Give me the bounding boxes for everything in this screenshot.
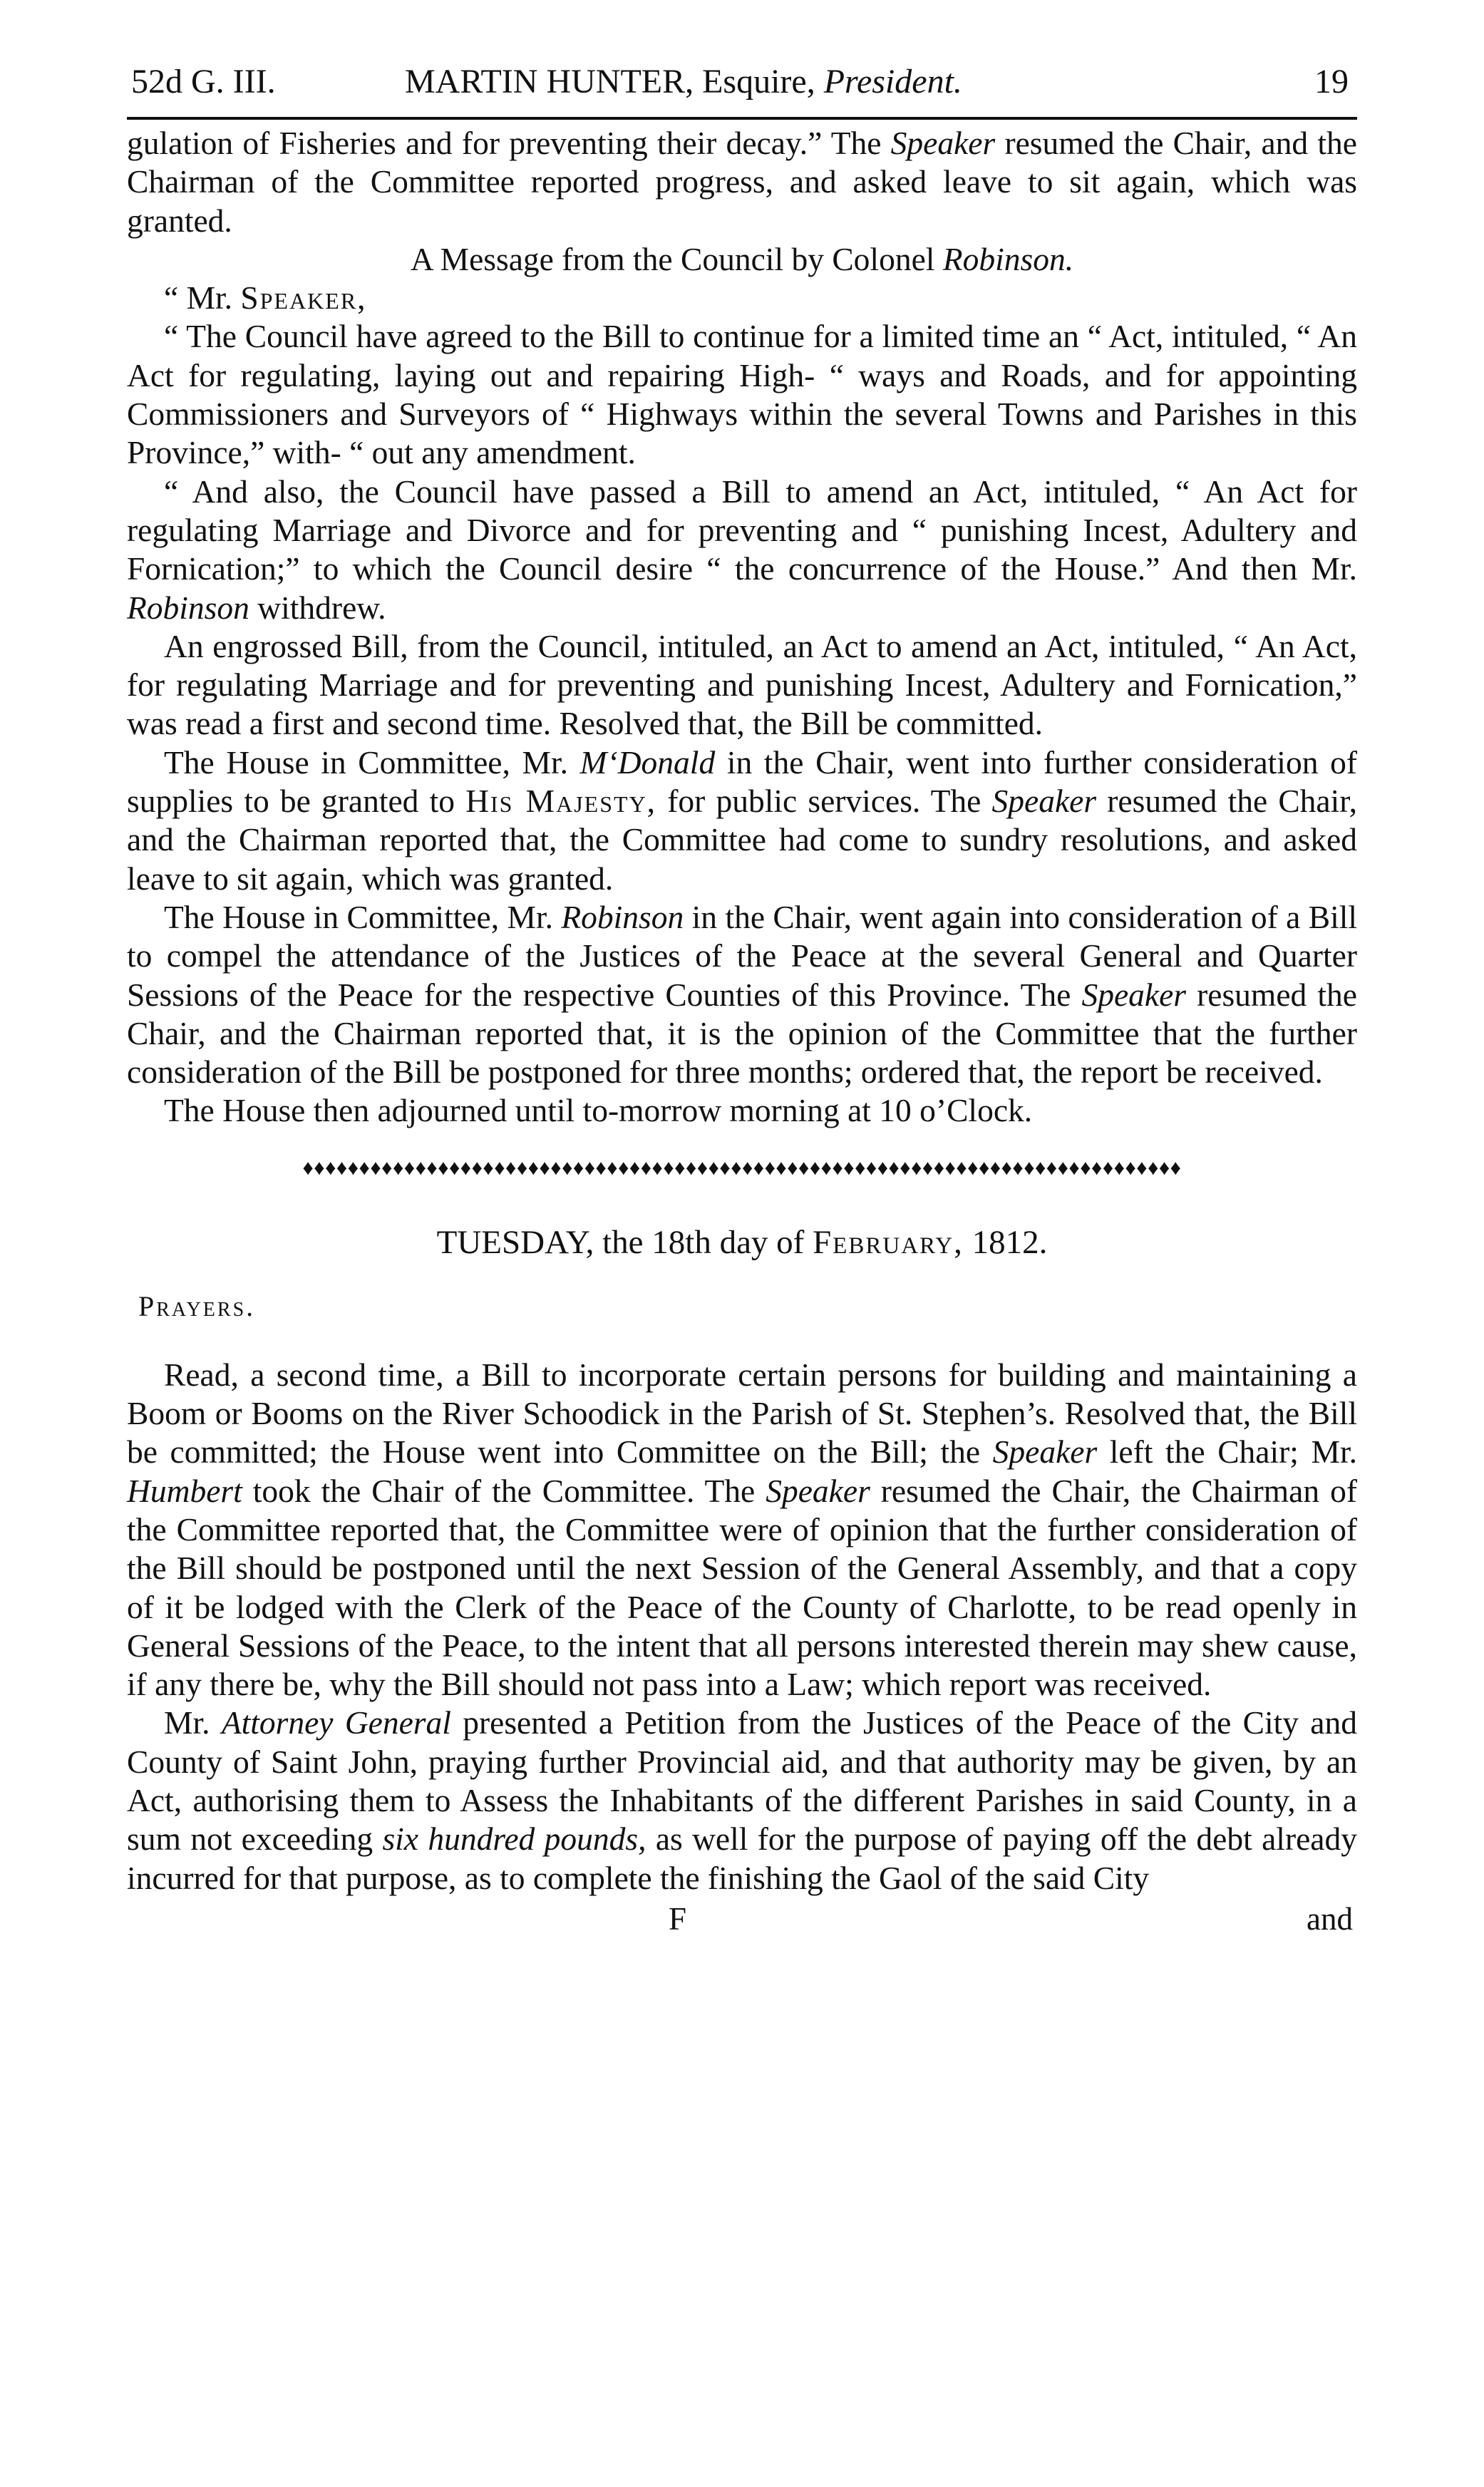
- running-title: [405, 56, 962, 108]
- signature-mark: F: [669, 1900, 687, 1937]
- paragraph-engrossed-bill: An engrossed Bill, from the Council, intituled, an Act to amend an Act, intituled, “ An Act, for regulating Marriage and for preventing and punishing Incest, Adultery and Fornication,” was read a first and second time. Resolved that, the Bill be committed.: [127, 627, 1357, 742]
- document-page: [127, 56, 1357, 1940]
- ornamental-divider: ♦♦♦♦♦♦♦♦♦♦♦♦♦♦♦♦♦♦♦♦♦♦♦♦♦♦♦♦♦♦♦♦♦♦♦♦♦♦♦♦♦♦♦♦♦♦♦♦♦♦♦♦♦♦♦♦♦♦♦♦♦♦♦♦♦♦♦♦♦♦♦♦♦♦♦♦♦♦: [302, 1157, 1182, 1179]
- running-title-name: MARTIN HUNTER, Esquire,: [405, 63, 815, 101]
- paragraph-supplies-committee: The House in Committee, Mr. M‘Donald in the Chair, went into further consideration of supplies to be granted to His Majesty, for public services. The Speaker resumed the Chair, and the Chairman reported that, the Committee had come to sundry resolutions, and asked leave to sit again, which was granted.: [127, 743, 1357, 897]
- page-number: 19: [1314, 63, 1349, 101]
- running-head: [127, 56, 1357, 108]
- paragraph-petition: Mr. Attorney General presented a Petition from the Justices of the Peace of the City and County of Saint John, praying further Provincial aid, and that authority may be given, by an Act, authorising them to Assess the Inhabitants of the different Parishes in said County, in a sum not exceeding six hundred pounds, as well for the purpose of paying off the debt already incurred for that purpose, as to complete the finishing the Gaol of the said City: [127, 1704, 1357, 1896]
- regnal-year: 52d G. III.: [131, 63, 276, 101]
- paragraph-justices-bill: The House in Committee, Mr. Robinson in the Chair, went again into consideration of a Bill to compel the attendance of the Justices of the Peace at the several General and Quarter Sessions of the Peace for the respective Counties of this Province. The Speaker resumed the Chair, and the Chairman reported that, it is the opinion of the Committee that the further consideration of the Bill be postponed for three months; ordered that, the report be received.: [127, 898, 1357, 1091]
- paragraph-boom-bill: Read, a second time, a Bill to incorporate certain persons for building and maintaining a Boom or Booms on the River Schoodick in the Parish of St. Stephen’s. Resolved that, the Bill be committed; the House went into Committee on the Bill; the Speaker left the Chair; Mr. Humbert took the Chair of the Committee. The Speaker resumed the Chair, the Chairman of the Committee reported that, the Committee were of opinion that the further consideration of the Bill should be postponed until the next Session of the General Assembly, and that a copy of it be lodged with the Clerk of the Peace of the County of Charlotte, to be read openly in General Sessions of the Peace, to the intent that all persons interested therein may shew cause, if any there be, why the Bill should not pass into a Law; which report was received.: [127, 1356, 1358, 1703]
- page-footer: [127, 1898, 1357, 1940]
- header-rule: [127, 117, 1357, 120]
- prayers-heading: Prayers.: [138, 1289, 256, 1322]
- paragraph-fisheries: gulation of Fisheries and for preventing their decay.” The Speaker resumed the Chair, and the Chairman of the Committee reported progress, and asked leave to sit again, which was granted.: [127, 125, 1357, 239]
- paragraph-council-agreed: “ The Council have agreed to the Bill to continue for a limited time an “ Act, intituled, “ An Act for regulating, laying out and repairing High- “ ways and Roads, and for appointing Commissioners and Surveyors of “ Highways within the several Towns and Parishes in this Province,” with- “ out any amendment.: [127, 318, 1357, 471]
- running-title-president: President.: [823, 63, 962, 101]
- catchword: and: [1307, 1900, 1353, 1937]
- paragraph-council-passed: “ And also, the Council have passed a Bill to amend an Act, intituled, “ An Act for regulating Marriage and Divorce and for preventing and “ punishing Incest, Adultery and Fornication;” to which the Council desire “ the concurrence of the House.” And then Mr. Robinson withdrew.: [127, 473, 1357, 626]
- date-heading: TUESDAY, the 18th day of February, 1812.: [436, 1223, 1048, 1261]
- message-heading: A Message from the Council by Colonel Robinson.: [410, 240, 1074, 277]
- salutation-line: “ Mr. Speaker,: [164, 279, 367, 316]
- paragraph-adjourned: The House then adjourned until to-morrow morning at 10 o’Clock.: [164, 1092, 1033, 1129]
- body-text: [127, 124, 1357, 1898]
